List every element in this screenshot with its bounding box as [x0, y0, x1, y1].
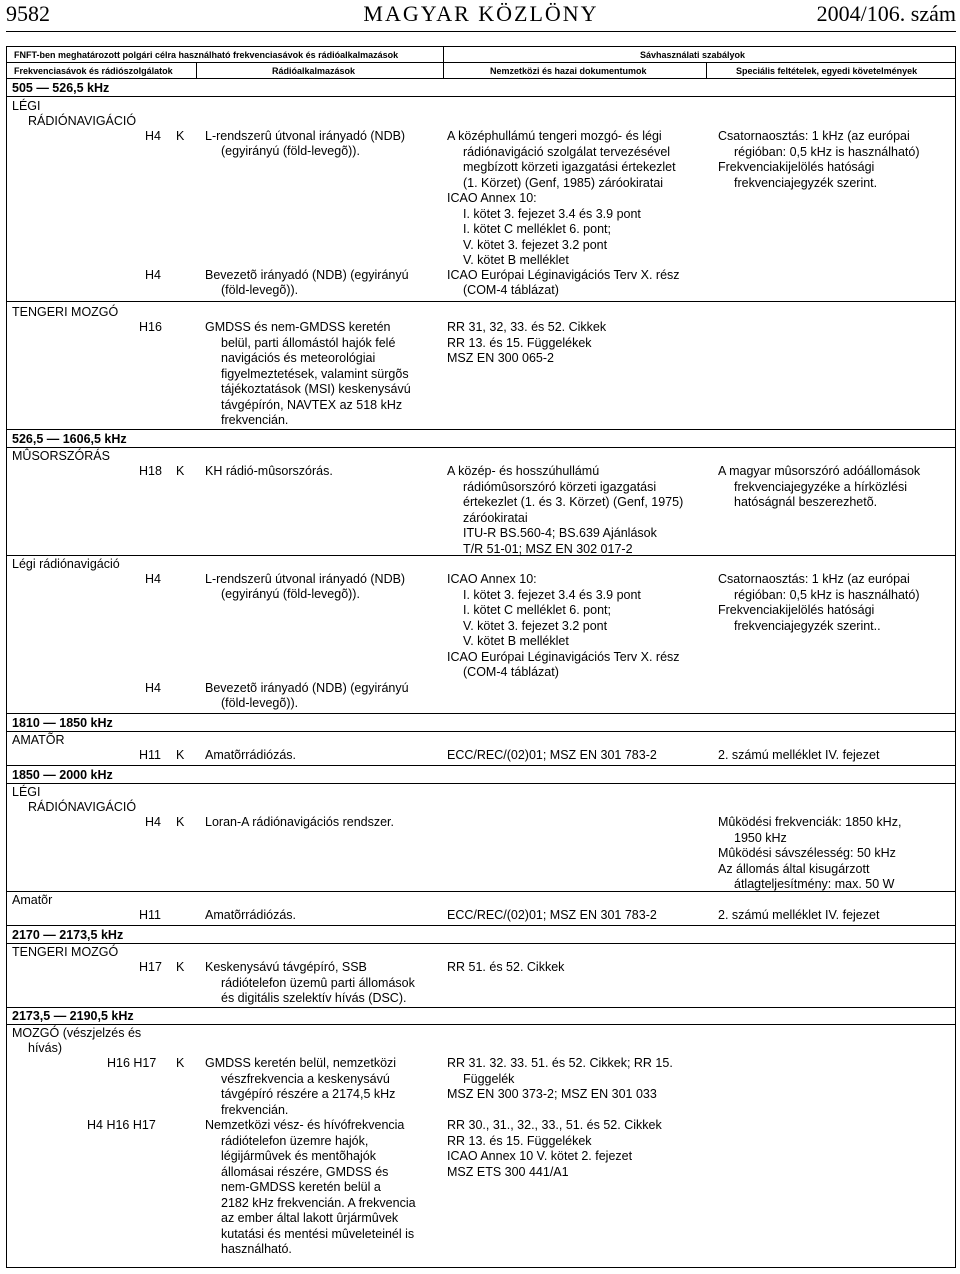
- document-line: RR 13. és 15. Függelékek: [447, 1133, 592, 1148]
- service-rule: [6, 301, 956, 302]
- application-text: Amatõrrádiózás.: [205, 748, 297, 762]
- document-line: MSZ ETS 300 441/A1: [447, 1164, 569, 1179]
- document-line: RR 30., 31., 32., 33., 51. és 52. Cikkek: [447, 1118, 662, 1132]
- service-name: MOZGÓ (vészjelzés és: [12, 1026, 142, 1040]
- application-line: navigációs és meteorológiai: [221, 351, 376, 365]
- service-name: TENGERI MOZGÓ: [12, 945, 119, 959]
- condition-line: Frekvenciakijelölés hatósági: [718, 603, 875, 617]
- application-text: [205, 1118, 416, 1258]
- application-text: Bevezetõ irányadó (NDB) (egyirányú: [205, 681, 409, 695]
- service-name-continuation: RÁDIÓNAVIGÁCIÓ: [28, 800, 137, 814]
- condition-line: hatóságnál beszerezhetõ.: [734, 495, 878, 509]
- document-line: ICAO Európai Léginavigációs Terv X. rész: [447, 268, 680, 282]
- condition-line: régióban: 0,5 kHz is használható): [734, 144, 920, 159]
- document-line: I. kötet 3. fejezet 3.4 és 3.9 pont: [463, 206, 641, 221]
- document-line: A közép- és hosszúhullámú: [447, 464, 600, 478]
- condition-line: A magyar mûsorszóró adóállomások: [718, 464, 921, 478]
- document-line: rádiómûsorszóró körzeti igazgatási: [463, 479, 657, 494]
- band-title: 2173,5 — 2190,5 kHz: [12, 1009, 134, 1023]
- document-line: MSZ EN 300 065-2: [447, 351, 554, 365]
- condition-line: Az állomás által kisugárzott: [718, 861, 870, 876]
- table-right-border: [955, 46, 956, 78]
- application-line: Nemzetközi vész- és hívófrekvencia: [205, 1118, 405, 1132]
- band-title: 505 — 526,5 kHz: [12, 81, 110, 95]
- issue-number: 2004/106. szám: [816, 1, 956, 26]
- band-rule: [6, 1007, 956, 1008]
- condition-line: Csatornaosztás: 1 kHz (az európai: [718, 129, 910, 143]
- document-line: V. kötet 3. fejezet 3.2 pont: [463, 618, 608, 633]
- special-conditions: [718, 129, 920, 191]
- service-name: LÉGI: [12, 99, 41, 113]
- document-list: [447, 1118, 662, 1180]
- service-name: LÉGI: [12, 785, 41, 799]
- document-line: (COM-4 táblázat): [463, 283, 559, 297]
- condition-line: Csatornaosztás: 1 kHz (az európai: [718, 572, 910, 586]
- application-text: KH rádió-mûsorszórás.: [205, 464, 333, 478]
- usage-code: H16 H17: [107, 1056, 157, 1070]
- document-line: ICAO Annex 10:: [447, 191, 537, 205]
- application-line: frekvencián.: [221, 1102, 289, 1117]
- document-line: megbízott körzeti igazgatási értekezlet: [463, 160, 676, 174]
- service-rule: [6, 555, 956, 556]
- usage-code: H4: [145, 681, 161, 695]
- application-text: [205, 960, 415, 1007]
- document-line: A középhullámú tengeri mozgó- és légi: [447, 129, 662, 143]
- header-rule: [6, 31, 956, 32]
- usage-code: H11: [139, 748, 162, 762]
- license-marker: K: [176, 464, 185, 478]
- application-line: az ember által lakott ûrjármûvek: [221, 1211, 399, 1225]
- condition-line: átlagteljesítmény: max. 50 W: [734, 877, 895, 891]
- license-marker: K: [176, 960, 185, 974]
- service-rule: [6, 891, 956, 892]
- document-line: I. kötet C melléklet 6. pont;: [463, 603, 611, 617]
- document-line: (COM-4 táblázat): [463, 665, 559, 679]
- document-list: [447, 320, 606, 367]
- application-text: Amatõrrádiózás.: [205, 908, 297, 922]
- band-rule: [6, 429, 956, 430]
- application-line: GMDSS keretén belül, nemzetközi: [205, 1056, 397, 1070]
- table-top-rule: [6, 46, 956, 47]
- band-rule: [6, 96, 956, 97]
- application-text-continuation: (egyirányú (föld-levegõ)).: [221, 587, 360, 601]
- service-name: AMATÕR: [12, 733, 65, 747]
- document-line: értekezlet (1. és 3. Körzet) (Genf, 1975): [463, 495, 684, 509]
- condition-line: Frekvenciakijelölés hatósági: [718, 160, 875, 174]
- application-text: Bevezetõ irányadó (NDB) (egyirányú: [205, 268, 409, 282]
- band-title: 526,5 — 1606,5 kHz: [12, 432, 127, 446]
- service-name: TENGERI MOZGÓ: [12, 305, 119, 319]
- special-conditions: [718, 572, 920, 634]
- band-rule: [6, 783, 956, 784]
- application-text: Loran-A rádiónavigációs rendszer.: [205, 815, 395, 829]
- document-line: RR 51. és 52. Cikkek: [447, 960, 565, 974]
- document-line: V. kötet B melléklet: [463, 634, 569, 648]
- header-col-applications: Rádióalkalmazások: [272, 66, 356, 76]
- table-header-mid-rule: [6, 62, 956, 63]
- special-conditions: [718, 464, 920, 511]
- application-text: [205, 320, 411, 429]
- document-line: I. kötet 3. fejezet 3.4 és 3.9 pont: [463, 587, 641, 602]
- application-text-continuation: (föld-levegõ)).: [221, 696, 299, 710]
- service-name: MÛSORSZÓRÁS: [12, 449, 110, 463]
- table-header-bottom-rule: [6, 78, 956, 79]
- license-marker: K: [176, 748, 185, 762]
- document-line: RR 31. 32. 33. 51. és 52. Cikkek; RR 15.: [447, 1056, 673, 1070]
- document-list: [447, 464, 683, 557]
- usage-code: H4: [145, 268, 161, 282]
- table-bottom-rule: [6, 1267, 956, 1268]
- license-marker: K: [176, 815, 185, 829]
- header-col-special: Speciális feltételek, egyedi követelmények: [736, 66, 918, 76]
- usage-code: H4: [145, 815, 161, 829]
- document-list: [447, 572, 680, 681]
- document-line: I. kötet C melléklet 6. pont;: [463, 222, 611, 236]
- document-line: RR 31, 32, 33. és 52. Cikkek: [447, 320, 607, 334]
- band-title: 1850 — 2000 kHz: [12, 768, 113, 782]
- table-left-border: [6, 78, 7, 1268]
- header-group-rules: Sávhasználati szabályok: [640, 50, 746, 60]
- band-title: 2170 — 2173,5 kHz: [12, 928, 124, 942]
- usage-code: H4: [145, 572, 161, 586]
- condition-line: Mûködési sávszélesség: 50 kHz: [718, 846, 896, 860]
- document-line: ECC/REC/(02)01; MSZ EN 301 783-2: [447, 908, 657, 922]
- document-line: V. kötet B melléklet: [463, 253, 569, 267]
- condition-line: régióban: 0,5 kHz is használható): [734, 587, 920, 602]
- document-list: [447, 129, 676, 269]
- application-text-continuation: (egyirányú (föld-levegõ)).: [221, 144, 360, 158]
- service-name: Amatõr: [12, 893, 53, 907]
- application-text: L-rendszerû útvonal irányadó (NDB): [205, 572, 406, 586]
- application-line: tájékoztatások (MSI) keskenysávú: [221, 382, 411, 396]
- application-line: rádiótelefon üzemû parti állomások: [221, 975, 415, 990]
- condition-line: frekvenciajegyzék szerint.: [734, 175, 878, 190]
- document-list: [447, 1056, 673, 1103]
- application-line: légijármûvek és mentõhajók: [221, 1149, 376, 1163]
- journal-title: MAGYAR KÖZLÖNY: [363, 1, 599, 26]
- condition-line: frekvenciajegyzék szerint..: [734, 618, 881, 633]
- document-line: záróokiratai: [463, 510, 528, 525]
- header-col-documents: Nemzetközi és hazai dokumentumok: [490, 66, 647, 76]
- application-line: belül, parti állomástól hajók felé: [221, 335, 396, 350]
- table-left-border: [6, 46, 7, 78]
- service-name-continuation: hívás): [28, 1041, 63, 1055]
- usage-code: H4: [145, 129, 161, 143]
- application-text: L-rendszerû útvonal irányadó (NDB): [205, 129, 406, 143]
- header-col-bands: Frekvenciasávok és rádiószolgálatok: [14, 66, 173, 76]
- application-line: GMDSS és nem-GMDSS keretén: [205, 320, 391, 334]
- band-title: 1810 — 1850 kHz: [12, 716, 113, 730]
- usage-code: H11: [139, 908, 162, 922]
- table-col-divider-1: [196, 62, 197, 78]
- band-rule: [6, 731, 956, 732]
- usage-code: H16: [139, 320, 162, 334]
- document-line: MSZ EN 300 373-2; MSZ EN 301 033: [447, 1087, 657, 1101]
- document-line: V. kötet 3. fejezet 3.2 pont: [463, 237, 608, 252]
- table-group-divider: [443, 46, 444, 78]
- document-line: ITU-R BS.560-4; BS.639 Ajánlások: [463, 526, 657, 540]
- condition-line: frekvenciajegyzéke a hírközlési: [734, 479, 907, 494]
- application-line: kutatási és mentési mûveleteinél is: [221, 1226, 415, 1241]
- document-line: ICAO Annex 10:: [447, 572, 537, 586]
- special-conditions: [718, 815, 901, 893]
- band-rule: [6, 943, 956, 944]
- document-line: RR 13. és 15. Függelékek: [447, 335, 592, 350]
- page-number: 9582: [6, 1, 50, 26]
- table-col-divider-3: [706, 62, 707, 78]
- service-name: Légi rádiónavigáció: [12, 557, 120, 571]
- usage-code: H18: [139, 464, 162, 478]
- application-line: Keskenysávú távgépíró, SSB: [205, 960, 367, 974]
- usage-code: H4 H16 H17: [87, 1118, 156, 1132]
- application-text: [205, 1056, 396, 1118]
- license-marker: K: [176, 129, 185, 143]
- document-line: ECC/REC/(02)01; MSZ EN 301 783-2: [447, 748, 657, 762]
- band-rule: [6, 713, 956, 714]
- condition-line: 2. számú melléklet IV. fejezet: [718, 748, 880, 762]
- application-line: vészfrekvencia a keskenysávú: [221, 1071, 390, 1086]
- document-line: ICAO Európai Léginavigációs Terv X. rész: [447, 649, 680, 664]
- header-group-fnft: FNFT-ben meghatározott polgári célra használható frekvenciasávok és rádióalkalmazások: [14, 50, 399, 60]
- band-rule: [6, 925, 956, 926]
- document-line: Függelék: [463, 1071, 515, 1086]
- document-line: ICAO Annex 10 V. kötet 2. fejezet: [447, 1149, 633, 1163]
- application-line: nem-GMDSS keretén belül a: [221, 1180, 381, 1194]
- application-line: távgépírón, NAVTEX az 518 kHz: [221, 397, 403, 412]
- application-line: használható.: [221, 1242, 292, 1256]
- condition-line: 2. számú melléklet IV. fejezet: [718, 908, 880, 922]
- document-line: rádiónavigáció szolgálat tervezésével: [463, 144, 671, 159]
- band-rule: [6, 765, 956, 766]
- license-marker: K: [176, 1056, 185, 1070]
- application-text-continuation: (föld-levegõ)).: [221, 283, 299, 297]
- condition-line: Mûködési frekvenciák: 1850 kHz,: [718, 815, 902, 829]
- application-line: és digitális szelektív hívás (DSC).: [221, 991, 407, 1005]
- usage-code: H17: [139, 960, 162, 974]
- table-right-border: [955, 78, 956, 1268]
- application-line: 2182 kHz frekvencián. A frekvencia: [221, 1195, 416, 1210]
- condition-line: 1950 kHz: [734, 830, 787, 845]
- application-line: állomásai részére, GMDSS és: [221, 1164, 389, 1179]
- band-rule: [6, 1024, 956, 1025]
- application-line: távgépíró részére a 2174,5 kHz: [221, 1087, 396, 1101]
- application-line: frekvencián.: [221, 413, 289, 427]
- document-line: (1. Körzet) (Genf, 1985) záróokiratai: [463, 175, 664, 190]
- band-rule: [6, 447, 956, 448]
- page-header: [6, 0, 956, 30]
- application-line: rádiótelefon üzemre hajók,: [221, 1133, 369, 1148]
- document-line: T/R 51-01; MSZ EN 302 017-2: [463, 541, 633, 556]
- service-name-continuation: RÁDIÓNAVIGÁCIÓ: [28, 114, 137, 128]
- application-line: figyelmeztetések, valamint sürgõs: [221, 366, 409, 381]
